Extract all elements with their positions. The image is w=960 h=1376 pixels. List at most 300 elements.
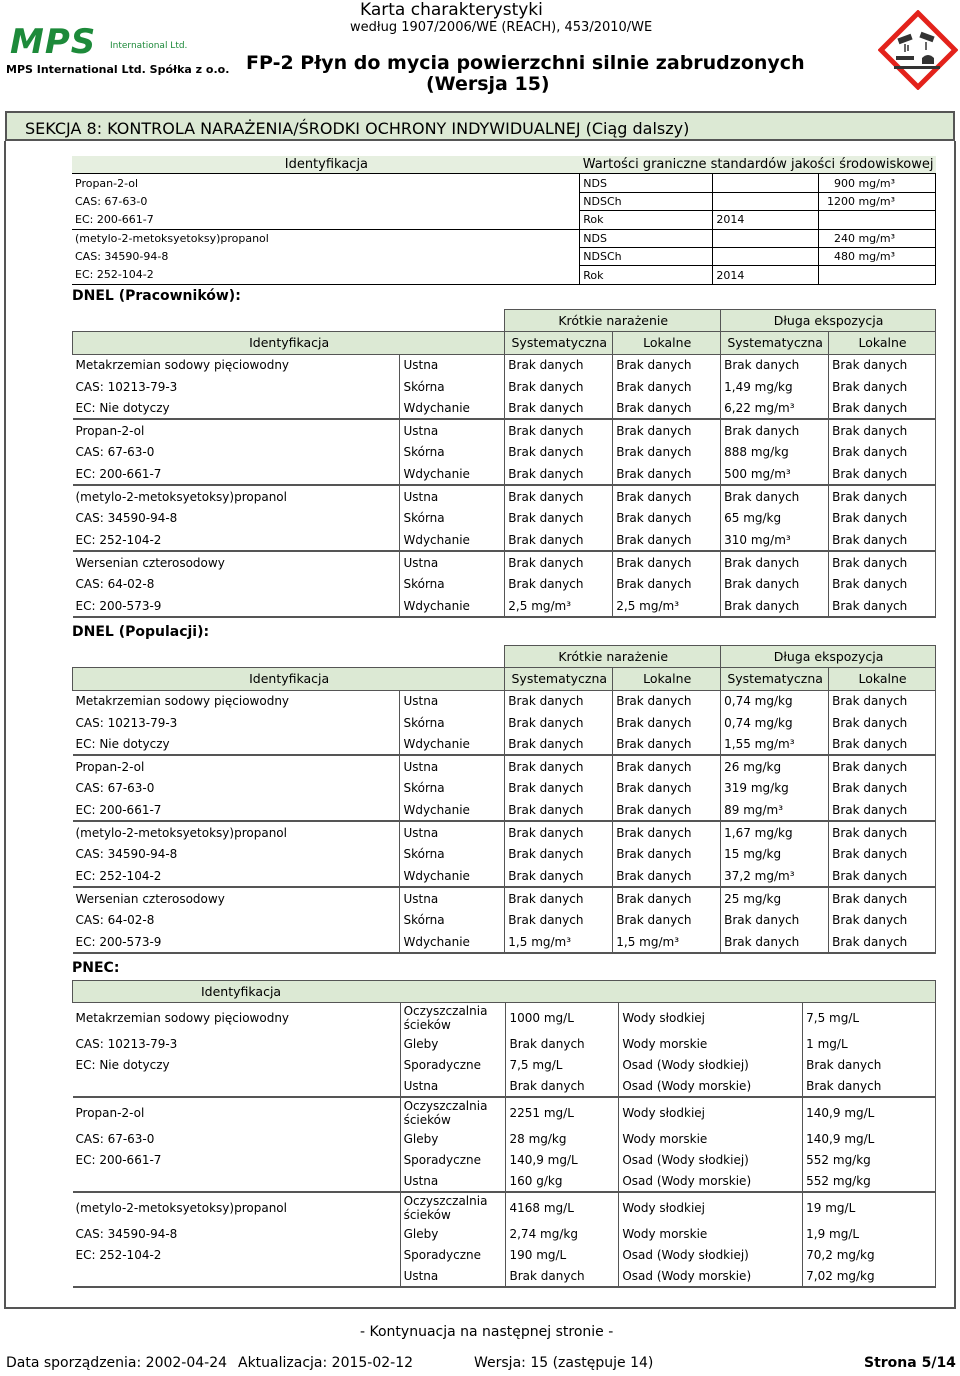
table-row <box>73 690 936 712</box>
pnec-table <box>72 980 936 1288</box>
limit-type-cell: NDS <box>580 229 713 247</box>
dnel-value-cell: Brak danych <box>721 419 829 441</box>
route-cell: Ustna <box>400 419 505 441</box>
dnel-value-cell: 6,22 mg/m³ <box>721 397 829 419</box>
table-row <box>73 442 936 463</box>
pnec-value-cell: 70,2 mg/kg <box>803 1244 936 1265</box>
substance-id-cell: (metylo-2-metoksyetoksy)propanol <box>75 1201 287 1215</box>
dnel-value-cell: Brak danych <box>613 690 721 712</box>
dnel-value-cell: 319 mg/kg <box>721 778 829 799</box>
route-cell: Skórna <box>400 910 505 931</box>
medium-cell: Osad (Wody morskie) <box>619 1170 803 1192</box>
logo-subtext: International Ltd. <box>110 41 188 51</box>
route-cell: Skórna <box>400 844 505 865</box>
dnel-value-cell: Brak danych <box>505 354 613 376</box>
medium-cell: Wody słodkiej <box>619 1003 803 1034</box>
substance-id-cell: CAS: 10213-79-3 <box>75 379 178 394</box>
table-row <box>73 712 936 733</box>
table-row <box>72 174 936 192</box>
limit-type-cell: NDSCh <box>580 192 713 210</box>
table-row <box>73 1003 936 1034</box>
pnec-value-cell: 140,9 mg/L <box>803 1128 936 1149</box>
dnel-value-cell: Brak danych <box>613 844 721 865</box>
dnel-value-cell: Brak danych <box>829 712 936 733</box>
dnel-value-cell: Brak danych <box>505 463 613 485</box>
route-cell: Wdychanie <box>400 463 505 485</box>
dnel-value-cell: Brak danych <box>829 931 936 953</box>
dnel-workers-table <box>72 309 936 618</box>
long-exposure-header: Długa ekspozycja <box>721 646 936 668</box>
medium-cell: Wody morskie <box>619 1033 803 1054</box>
pnec-value-cell: 160 g/kg <box>506 1170 619 1192</box>
dnel-value-cell: Brak danych <box>613 910 721 931</box>
document-title: Karta charakterystyki <box>360 0 543 20</box>
dnel-value-cell: Brak danych <box>613 376 721 397</box>
limit-year-cell <box>713 247 819 265</box>
route-cell: Wdychanie <box>400 529 505 551</box>
update-date: Aktualizacja: 2015-02-12 <box>238 1355 414 1371</box>
table-row <box>73 1244 936 1265</box>
dnel-value-cell: Brak danych <box>505 376 613 397</box>
dnel-value-cell: Brak danych <box>613 712 721 733</box>
dnel-value-cell: Brak danych <box>505 485 613 507</box>
substance-id-cell: Metakrzemian sodowy pięciowodny <box>75 1011 290 1025</box>
dnel-value-cell: Brak danych <box>829 551 936 573</box>
route-cell: Wdychanie <box>400 733 505 755</box>
route-cell: Skórna <box>400 712 505 733</box>
pnec-value-cell: 7,02 mg/kg <box>803 1265 936 1287</box>
route-cell: Skórna <box>400 442 505 463</box>
dnel-value-cell: Brak danych <box>613 397 721 419</box>
dnel-value-cell: 1,49 mg/kg <box>721 376 829 397</box>
substance-id-cell: EC: Nie dotyczy <box>73 397 400 419</box>
medium-cell: Ustna <box>400 1075 506 1097</box>
substance-id-cell: Propan-2-ol <box>75 424 145 439</box>
substance-id-cell: EC: 200-573-9 <box>73 595 400 617</box>
medium-cell: Osad (Wody słodkiej) <box>619 1244 803 1265</box>
identification-header: Identyfikacja <box>73 981 936 1003</box>
limit-year-cell <box>713 174 819 192</box>
dnel-value-cell: Brak danych <box>505 712 613 733</box>
company-name: MPS International Ltd. Spółka z o.o. <box>6 63 230 76</box>
table-row <box>72 229 936 247</box>
product-name: FP-2 Płyn do mycia powierzchni silnie zabrudzonych <box>246 52 805 74</box>
table-row <box>72 266 936 284</box>
table-row <box>72 247 936 265</box>
substance-id-cell: Propan-2-ol <box>75 760 145 775</box>
dnel-value-cell: Brak danych <box>829 887 936 909</box>
table-row <box>73 354 936 376</box>
substance-id-cell: CAS: 67-63-0 <box>75 445 155 460</box>
table-row <box>73 419 936 441</box>
dnel-value-cell: Brak danych <box>613 485 721 507</box>
route-cell: Skórna <box>400 574 505 595</box>
limit-id-cell: CAS: 67-63-0 <box>75 194 148 208</box>
continuation-note: - Kontynuacja na następnej stronie - <box>360 1324 614 1340</box>
dnel-value-cell: 0,74 mg/kg <box>721 690 829 712</box>
table-row <box>73 910 936 931</box>
medium-cell: Sporadyczne <box>400 1149 506 1170</box>
dnel-value-cell: Brak danych <box>829 485 936 507</box>
dnel-value-cell: 1,5 mg/m³ <box>505 931 613 953</box>
table-row <box>73 397 936 419</box>
substance-id-cell: EC: 200-661-7 <box>73 799 400 821</box>
section-title-bar <box>5 111 955 141</box>
medium-cell: Gleby <box>400 1223 506 1244</box>
substance-id-cell <box>73 1170 401 1192</box>
pnec-value-cell: Brak danych <box>506 1075 619 1097</box>
dnel-value-cell: Brak danych <box>721 551 829 573</box>
table-row <box>73 595 936 617</box>
local-header: Lokalne <box>829 668 936 690</box>
substance-id-cell: EC: 200-573-9 <box>73 931 400 953</box>
dnel-value-cell: Brak danych <box>505 887 613 909</box>
table-row <box>73 551 936 573</box>
systemic-header: Systematyczna <box>505 668 613 690</box>
table-row <box>73 931 936 953</box>
medium-cell: Oczyszczalnia ścieków <box>400 1192 506 1223</box>
substance-id-cell: EC: 200-661-7 <box>73 463 400 485</box>
route-cell: Ustna <box>400 690 505 712</box>
dnel-value-cell: Brak danych <box>721 485 829 507</box>
limit-id-cell: Propan-2-ol <box>75 176 139 190</box>
table-row <box>73 755 936 777</box>
dnel-value-cell: 500 mg/m³ <box>721 463 829 485</box>
dnel-value-cell: Brak danych <box>829 463 936 485</box>
route-cell: Ustna <box>400 887 505 909</box>
dnel-value-cell: Brak danych <box>829 865 936 887</box>
medium-cell: Osad (Wody morskie) <box>619 1075 803 1097</box>
medium-cell: Osad (Wody słodkiej) <box>619 1149 803 1170</box>
dnel-value-cell: 65 mg/kg <box>721 508 829 529</box>
pnec-value-cell: 19 mg/L <box>803 1192 936 1223</box>
dnel-value-cell: Brak danych <box>829 733 936 755</box>
dnel-value-cell: Brak danych <box>829 376 936 397</box>
substance-id-cell: EC: 252-104-2 <box>73 865 400 887</box>
dnel-value-cell: Brak danych <box>613 354 721 376</box>
medium-cell: Wody morskie <box>619 1223 803 1244</box>
pnec-value-cell: 1,9 mg/L <box>803 1223 936 1244</box>
table-row <box>73 508 936 529</box>
dnel-value-cell: Brak danych <box>505 778 613 799</box>
limit-id-cell: (metylo-2-metoksyetoksy)propanol <box>75 232 269 245</box>
table-row <box>73 376 936 397</box>
limit-id-cell: CAS: 34590-94-8 <box>75 250 169 264</box>
dnel-value-cell: Brak danych <box>613 887 721 909</box>
substance-id-cell: EC: Nie dotyczy <box>75 1057 170 1072</box>
route-cell: Ustna <box>400 755 505 777</box>
dnel-value-cell: 0,74 mg/kg <box>721 712 829 733</box>
medium-cell: Ustna <box>400 1265 506 1287</box>
route-cell: Ustna <box>400 551 505 573</box>
dnel-value-cell: Brak danych <box>505 397 613 419</box>
table-row <box>73 1265 936 1287</box>
dnel-value-cell: Brak danych <box>613 865 721 887</box>
route-cell: Wdychanie <box>400 931 505 953</box>
table-row <box>73 485 936 507</box>
pnec-value-cell: Brak danych <box>803 1054 936 1075</box>
table-row <box>73 799 936 821</box>
systemic-header: Systematyczna <box>505 332 613 354</box>
pnec-value-cell: 1000 mg/L <box>506 1003 619 1034</box>
pnec-value-cell: Brak danych <box>506 1033 619 1054</box>
substance-id-cell: Propan-2-ol <box>75 1106 145 1120</box>
limit-head-values: Wartości graniczne standardów jakości środowiskowej <box>580 156 936 174</box>
table-row <box>73 1033 936 1054</box>
dnel-value-cell: 2,5 mg/m³ <box>505 595 613 617</box>
pnec-value-cell: 552 mg/kg <box>803 1149 936 1170</box>
dnel-value-cell: Brak danych <box>613 799 721 821</box>
dnel-value-cell: Brak danych <box>505 910 613 931</box>
dnel-value-cell: Brak danych <box>829 508 936 529</box>
dnel-workers-title: DNEL (Pracowników): <box>72 288 241 304</box>
pnec-value-cell: 190 mg/L <box>506 1244 619 1265</box>
substance-id-cell: Wersenian czterosodowy <box>75 891 225 906</box>
table-row <box>73 574 936 595</box>
substance-id-cell: EC: Nie dotyczy <box>73 733 400 755</box>
limit-value-cell <box>819 266 936 284</box>
local-header: Lokalne <box>613 332 721 354</box>
dnel-value-cell: 89 mg/m³ <box>721 799 829 821</box>
dnel-value-cell: Brak danych <box>505 733 613 755</box>
limit-value-cell <box>819 211 936 229</box>
table-row <box>73 778 936 799</box>
dnel-value-cell: Brak danych <box>613 778 721 799</box>
limit-type-cell: NDS <box>580 174 713 192</box>
dnel-value-cell: Brak danych <box>829 529 936 551</box>
dnel-value-cell: 310 mg/m³ <box>721 529 829 551</box>
dnel-value-cell: Brak danych <box>613 755 721 777</box>
substance-id-cell: (metylo-2-metoksyetoksy)propanol <box>75 826 287 841</box>
medium-cell: Oczyszczalnia ścieków <box>400 1097 506 1128</box>
pnec-value-cell: 7,5 mg/L <box>803 1003 936 1034</box>
dnel-value-cell: Brak danych <box>721 910 829 931</box>
dnel-value-cell: Brak danych <box>505 821 613 843</box>
product-version: (Wersja 15) <box>426 73 550 95</box>
pnec-value-cell: 2,74 mg/kg <box>506 1223 619 1244</box>
dnel-value-cell: Brak danych <box>721 931 829 953</box>
dnel-value-cell: Brak danych <box>505 755 613 777</box>
table-row <box>73 1075 936 1097</box>
substance-id-cell <box>73 1075 401 1097</box>
pnec-value-cell: 7,5 mg/L <box>506 1054 619 1075</box>
preparation-date: Data sporządzenia: 2002-04-24 <box>6 1355 228 1371</box>
limit-value-cell: 480 mg/m³ <box>819 247 936 265</box>
medium-cell: Wody słodkiej <box>619 1192 803 1223</box>
substance-id-cell: EC: 200-661-7 <box>75 1152 162 1167</box>
substance-id-cell: CAS: 34590-94-8 <box>75 511 178 526</box>
table-row <box>73 529 936 551</box>
route-cell: Wdychanie <box>400 865 505 887</box>
pnec-value-cell: 4168 mg/L <box>506 1192 619 1223</box>
dnel-value-cell: Brak danych <box>505 865 613 887</box>
route-cell: Ustna <box>400 821 505 843</box>
medium-cell: Sporadyczne <box>400 1244 506 1265</box>
dnel-value-cell: 2,5 mg/m³ <box>613 595 721 617</box>
route-cell: Ustna <box>400 485 505 507</box>
substance-id-cell: CAS: 64-02-8 <box>75 577 155 592</box>
limit-value-cell: 240 mg/m³ <box>819 229 936 247</box>
dnel-value-cell: Brak danych <box>829 354 936 376</box>
table-row <box>73 887 936 909</box>
short-exposure-header: Krótkie narażenie <box>505 646 721 668</box>
dnel-value-cell: Brak danych <box>829 821 936 843</box>
long-exposure-header: Długa ekspozycja <box>721 310 936 332</box>
limit-type-cell: NDSCh <box>580 247 713 265</box>
table-row <box>73 1097 936 1128</box>
pnec-title: PNEC: <box>72 960 120 976</box>
page-number: Strona 5/14 <box>864 1355 956 1371</box>
table-row <box>72 192 936 210</box>
dnel-value-cell: Brak danych <box>505 508 613 529</box>
dnel-value-cell: Brak danych <box>613 551 721 573</box>
dnel-population-title: DNEL (Populacji): <box>72 624 210 640</box>
pnec-value-cell: Brak danych <box>803 1075 936 1097</box>
dnel-value-cell: Brak danych <box>829 595 936 617</box>
pnec-value-cell: Brak danych <box>506 1265 619 1287</box>
limit-id-cell: EC: 252-104-2 <box>72 266 580 284</box>
limit-head-id: Identyfikacja <box>72 156 580 174</box>
dnel-value-cell: Brak danych <box>829 419 936 441</box>
dnel-value-cell: Brak danych <box>829 910 936 931</box>
substance-id-cell: CAS: 10213-79-3 <box>75 1036 178 1051</box>
medium-cell: Gleby <box>400 1033 506 1054</box>
dnel-value-cell: Brak danych <box>505 442 613 463</box>
table-row <box>73 1192 936 1223</box>
medium-cell: Ustna <box>400 1170 506 1192</box>
dnel-value-cell: Brak danych <box>613 508 721 529</box>
table-row <box>73 1128 936 1149</box>
limit-id-cell: EC: 200-661-7 <box>72 211 580 229</box>
dnel-population-table <box>72 645 936 954</box>
table-row <box>72 211 936 229</box>
dnel-value-cell: Brak danych <box>613 821 721 843</box>
dnel-value-cell: Brak danych <box>829 799 936 821</box>
medium-cell: Wody morskie <box>619 1128 803 1149</box>
limit-type-cell: Rok <box>580 266 713 284</box>
identification-header: Identyfikacja <box>73 668 505 690</box>
dnel-value-cell: 25 mg/kg <box>721 887 829 909</box>
table-row <box>73 733 936 755</box>
dnel-value-cell: 37,2 mg/m³ <box>721 865 829 887</box>
table-row <box>73 1054 936 1075</box>
dnel-value-cell: Brak danych <box>613 419 721 441</box>
systemic-header: Systematyczna <box>721 332 829 354</box>
route-cell: Skórna <box>400 508 505 529</box>
systemic-header: Systematyczna <box>721 668 829 690</box>
dnel-value-cell: Brak danych <box>829 574 936 595</box>
substance-id-cell: Metakrzemian sodowy pięciowodny <box>75 358 290 373</box>
table-row <box>73 463 936 485</box>
dnel-value-cell: 1,55 mg/m³ <box>721 733 829 755</box>
substance-id-cell: CAS: 34590-94-8 <box>75 847 178 862</box>
medium-cell: Gleby <box>400 1128 506 1149</box>
route-cell: Skórna <box>400 778 505 799</box>
pnec-value-cell: 140,9 mg/L <box>803 1097 936 1128</box>
limit-year-cell: 2014 <box>713 266 819 284</box>
substance-id-cell <box>73 1265 401 1287</box>
medium-cell: Oczyszczalnia ścieków <box>400 1003 506 1034</box>
dnel-value-cell: Brak danych <box>505 419 613 441</box>
dnel-value-cell: Brak danych <box>613 529 721 551</box>
limit-values-table <box>72 156 936 285</box>
substance-id-cell: EC: 252-104-2 <box>75 1247 162 1262</box>
pnec-value-cell: 2251 mg/L <box>506 1097 619 1128</box>
section-title: SEKCJA 8: KONTROLA NARAŻENIA/ŚRODKI OCHRONY INDYWIDUALNEJ (Ciąg dalszy) <box>25 119 690 138</box>
short-exposure-header: Krótkie narażenie <box>505 310 721 332</box>
dnel-value-cell: 1,5 mg/m³ <box>613 931 721 953</box>
dnel-value-cell: 1,67 mg/kg <box>721 821 829 843</box>
ghs-corrosion-pictogram-icon <box>878 10 958 90</box>
medium-cell: Wody słodkiej <box>619 1097 803 1128</box>
route-cell: Skórna <box>400 376 505 397</box>
pnec-value-cell: 28 mg/kg <box>506 1128 619 1149</box>
dnel-value-cell: Brak danych <box>829 690 936 712</box>
limit-value-cell: 900 mg/m³ <box>819 174 936 192</box>
dnel-value-cell: Brak danych <box>505 574 613 595</box>
dnel-value-cell: Brak danych <box>613 574 721 595</box>
version-info: Wersja: 15 (zastępuje 14) <box>474 1355 654 1371</box>
limit-year-cell: 2014 <box>713 211 819 229</box>
limit-year-cell <box>713 192 819 210</box>
route-cell: Wdychanie <box>400 397 505 419</box>
dnel-value-cell: Brak danych <box>829 442 936 463</box>
limit-type-cell: Rok <box>580 211 713 229</box>
dnel-value-cell: Brak danych <box>613 733 721 755</box>
local-header: Lokalne <box>829 332 936 354</box>
route-cell: Ustna <box>400 354 505 376</box>
dnel-value-cell: Brak danych <box>613 463 721 485</box>
substance-id-cell: CAS: 67-63-0 <box>75 781 155 796</box>
pnec-value-cell: 140,9 mg/L <box>506 1149 619 1170</box>
dnel-value-cell: Brak danych <box>613 442 721 463</box>
substance-id-cell: CAS: 10213-79-3 <box>75 715 178 730</box>
pnec-value-cell: 1 mg/L <box>803 1033 936 1054</box>
medium-cell: Sporadyczne <box>400 1054 506 1075</box>
substance-id-cell: Metakrzemian sodowy pięciowodny <box>75 694 290 709</box>
table-row <box>73 865 936 887</box>
route-cell: Wdychanie <box>400 595 505 617</box>
medium-cell: Osad (Wody słodkiej) <box>619 1054 803 1075</box>
document-subtitle: według 1907/2006/WE (REACH), 453/2010/WE <box>350 20 653 35</box>
dnel-value-cell: Brak danych <box>829 778 936 799</box>
dnel-value-cell: Brak danych <box>505 551 613 573</box>
dnel-value-cell: Brak danych <box>721 574 829 595</box>
dnel-value-cell: Brak danych <box>505 690 613 712</box>
substance-id-cell: EC: 252-104-2 <box>73 529 400 551</box>
dnel-value-cell: Brak danych <box>505 844 613 865</box>
pnec-value-cell: 552 mg/kg <box>803 1170 936 1192</box>
local-header: Lokalne <box>613 668 721 690</box>
substance-id-cell: CAS: 67-63-0 <box>75 1131 155 1146</box>
dnel-value-cell: Brak danych <box>829 755 936 777</box>
limit-year-cell <box>713 229 819 247</box>
table-row <box>73 1223 936 1244</box>
limit-value-cell: 1200 mg/m³ <box>819 192 936 210</box>
logo-text: MPS <box>10 22 97 62</box>
table-row <box>73 821 936 843</box>
table-row <box>73 1170 936 1192</box>
substance-id-cell: Wersenian czterosodowy <box>75 555 225 570</box>
dnel-value-cell: 888 mg/kg <box>721 442 829 463</box>
dnel-value-cell: Brak danych <box>829 844 936 865</box>
table-row <box>73 1149 936 1170</box>
table-row <box>73 844 936 865</box>
substance-id-cell: CAS: 64-02-8 <box>75 913 155 928</box>
medium-cell: Osad (Wody morskie) <box>619 1265 803 1287</box>
dnel-value-cell: 26 mg/kg <box>721 755 829 777</box>
dnel-value-cell: Brak danych <box>505 799 613 821</box>
